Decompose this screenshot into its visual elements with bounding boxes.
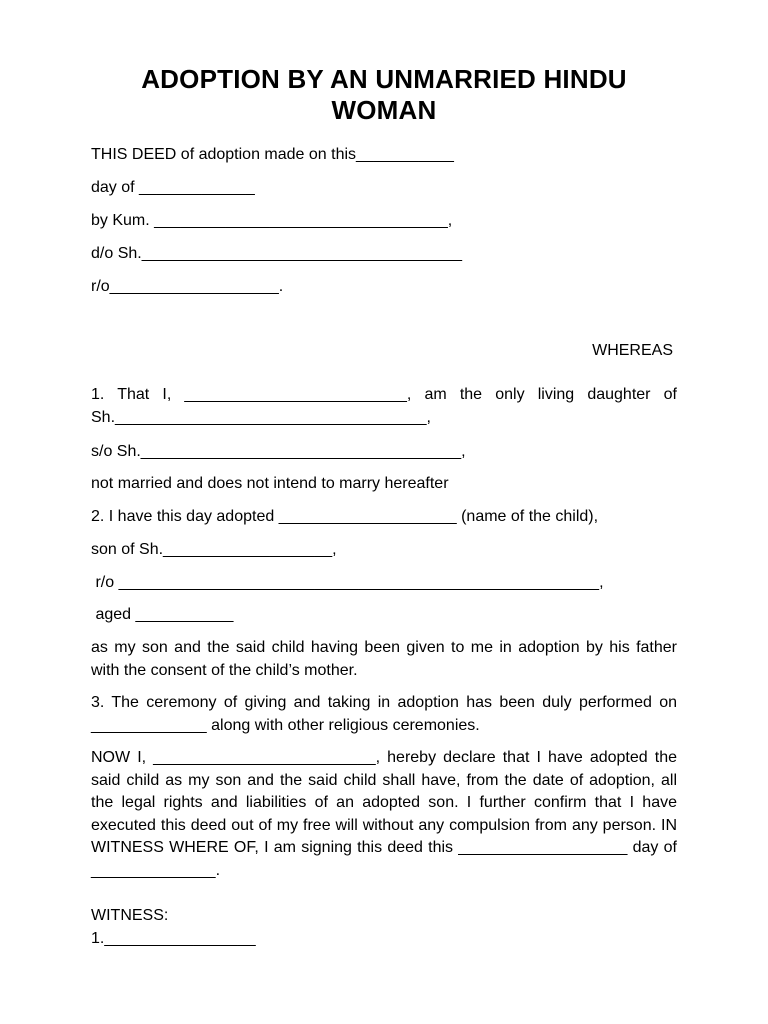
clause-1-line-1: 1. That I, _________________________, am the only living daughter of [91, 386, 677, 403]
clause-2-line-1: 2. I have this day adopted ____________________ (name of the child), [91, 508, 599, 525]
clause-1-line-3: s/o Sh.____________________________________, [91, 443, 466, 460]
clause-2-line-2: son of Sh.___________________, [91, 541, 337, 558]
clause-1-line-4: not married and does not intend to marry hereafter [91, 475, 449, 492]
whereas-heading: WHEREAS [592, 342, 673, 359]
preamble-line-4: d/o Sh.____________________________________ [91, 245, 463, 262]
preamble-line-5: r/o___________________. [91, 278, 284, 295]
clause-3-body: 3. The ceremony of giving and taking in adoption has been duly performed on _____________ along with other religious ceremonies. [91, 694, 677, 734]
preamble-line-1: THIS DEED of adoption made on this___________ [91, 146, 454, 163]
document-title [90, 64, 678, 126]
clause-2-line-3: r/o ______________________________________________________, [91, 574, 604, 591]
clause-2-line-4: aged ___________ [91, 606, 234, 623]
clause-2-body: as my son and the said child having been given to me in adoption by his father with the consent of the child’s mother. [91, 639, 677, 679]
witness-line-1: 1._________________ [91, 930, 256, 947]
preamble-line-2: day of _____________ [91, 179, 255, 196]
witness-label: WITNESS: [91, 907, 169, 924]
title-line-1: ADOPTION BY AN UNMARRIED HINDU [141, 64, 627, 94]
declaration-paragraph: NOW I, _________________________, hereby declare that I have adopted the said child as my son and the said child shall have, from the date of adoption, all the legal rights and liabilities of an adopted son. I further confirm that I have executed this deed out of my free will without any compulsion from any person. IN WITNESS WHERE OF, I am signing this deed this ___________________ day of ______________. [91, 749, 677, 879]
title-line-2: WOMAN [331, 95, 437, 125]
clause-1-line-2: Sh.___________________________________, [91, 409, 431, 426]
preamble-line-3: by Kum. _________________________________, [91, 212, 453, 229]
